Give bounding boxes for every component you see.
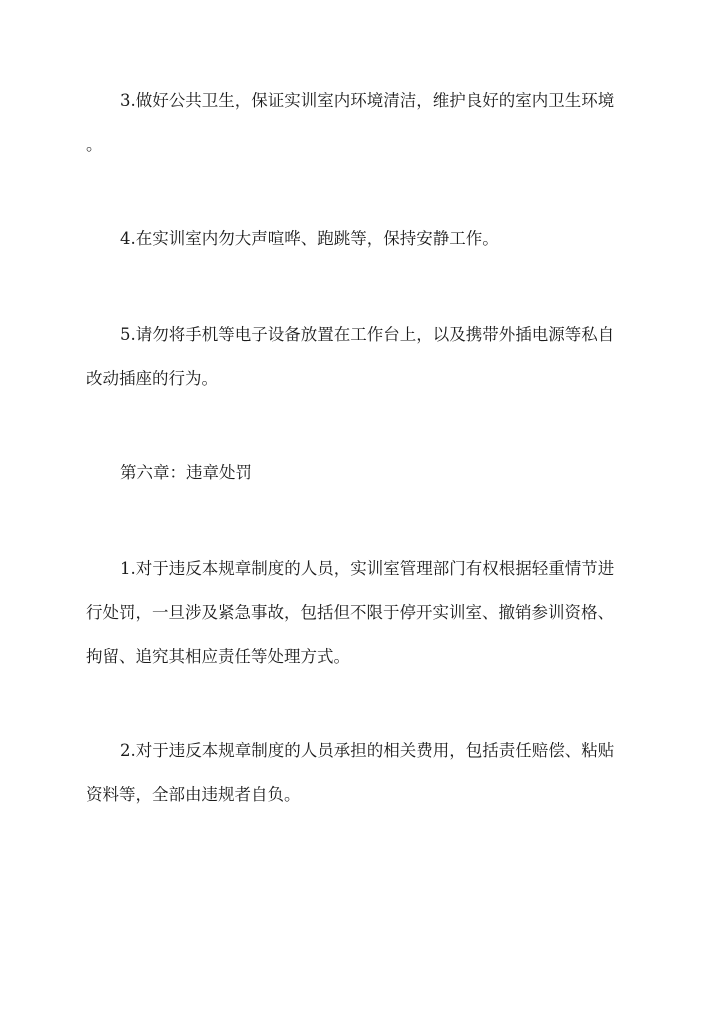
penalty-item-2-line-1: 2.对于违反本规章制度的人员承担的相关费用，包括责任赔偿、粘贴 [120, 741, 615, 760]
rule-item-3-line-1: 3.做好公共卫生，保证实训室内环境清洁，维护良好的室内卫生环境 [120, 91, 615, 110]
chapter-heading: 第六章：违章处罚 [120, 463, 252, 482]
penalty-item-1-line-3: 拘留、追究其相应责任等处理方式。 [86, 647, 350, 666]
rule-item-5-line-1: 5.请勿将手机等电子设备放置在工作台上，以及携带外插电源等私自 [120, 325, 615, 344]
rule-item-4-line-1: 4.在实训室内勿大声喧哗、跑跳等，保持安静工作。 [120, 229, 499, 248]
penalty-item-1-line-1: 1.对于违反本规章制度的人员，实训室管理部门有权根据轻重情节进 [120, 559, 615, 578]
rule-item-5-line-2: 改动插座的行为。 [86, 369, 218, 388]
penalty-item-1-line-2: 行处罚，一旦涉及紧急事故，包括但不限于停开实训室、撤销参训资格、 [86, 603, 614, 622]
penalty-item-2-line-2: 资料等，全部由违规者自负。 [86, 785, 301, 804]
rule-item-3-line-2: 。 [86, 135, 103, 154]
